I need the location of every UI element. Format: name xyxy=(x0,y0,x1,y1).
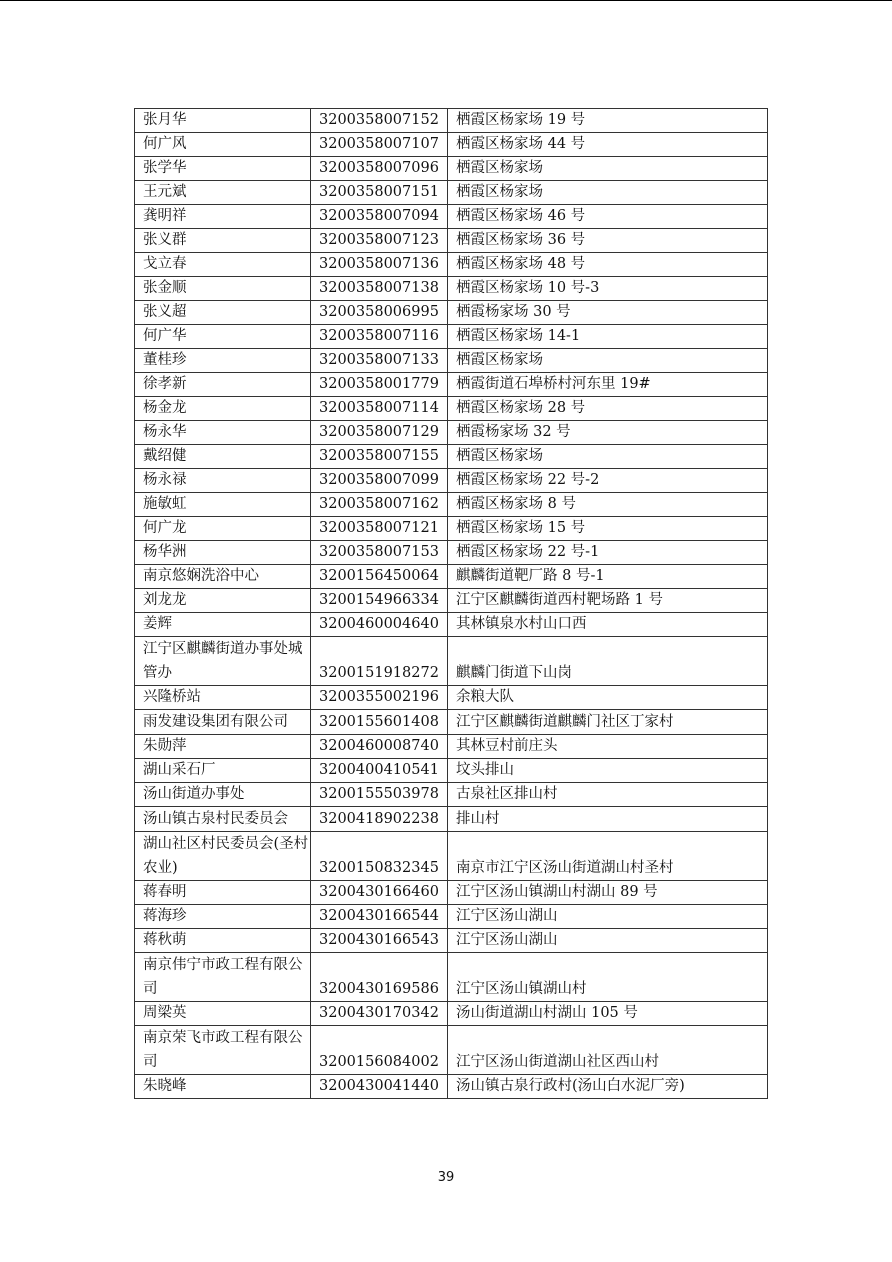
name-cell: 汤山街道办事处 xyxy=(135,783,311,807)
table-row xyxy=(135,325,768,349)
name-cell: 刘龙龙 xyxy=(135,589,311,613)
address-cell: 栖霞区杨家场 xyxy=(448,445,768,469)
table-row xyxy=(135,783,768,807)
address-cell: 排山村 xyxy=(448,807,768,832)
code-cell: 3200358006995 xyxy=(311,301,448,325)
name-cell: 周梁英 xyxy=(135,1002,311,1026)
address-cell: 栖霞区杨家场 22 号-1 xyxy=(448,541,768,565)
name-cell: 张学华 xyxy=(135,157,311,181)
code-cell: 3200400410541 xyxy=(311,759,448,783)
code-cell: 3200358007116 xyxy=(311,325,448,349)
table-row xyxy=(135,929,768,953)
table-row xyxy=(135,953,768,1002)
code-cell: 3200460004640 xyxy=(311,613,448,637)
table-row xyxy=(135,133,768,157)
name-cell: 杨华洲 xyxy=(135,541,311,565)
code-cell: 3200358007094 xyxy=(311,205,448,229)
address-cell: 栖霞区杨家场 8 号 xyxy=(448,493,768,517)
table-row xyxy=(135,205,768,229)
code-cell: 3200430041440 xyxy=(311,1075,448,1099)
name-cell: 何广风 xyxy=(135,133,311,157)
name-cell: 蒋秋萌 xyxy=(135,929,311,953)
name-cell: 龚明祥 xyxy=(135,205,311,229)
address-cell: 余粮大队 xyxy=(448,686,768,710)
name-cell: 何广龙 xyxy=(135,517,311,541)
table-row xyxy=(135,686,768,710)
name-cell: 蒋海珍 xyxy=(135,905,311,929)
table-row xyxy=(135,541,768,565)
name-cell: 何广华 xyxy=(135,325,311,349)
address-cell: 栖霞区杨家场 28 号 xyxy=(448,397,768,421)
table-row xyxy=(135,905,768,929)
code-cell: 3200430166543 xyxy=(311,929,448,953)
code-cell: 3200150832345 xyxy=(311,832,448,881)
address-cell: 栖霞区杨家场 xyxy=(448,157,768,181)
table-row xyxy=(135,1002,768,1026)
address-cell: 汤山街道湖山村湖山 105 号 xyxy=(448,1002,768,1026)
table-row xyxy=(135,832,768,881)
table-row xyxy=(135,493,768,517)
code-cell: 3200358007121 xyxy=(311,517,448,541)
address-cell: 栖霞区杨家场 xyxy=(448,181,768,205)
name-cell: 朱晓峰 xyxy=(135,1075,311,1099)
code-cell: 3200358007123 xyxy=(311,229,448,253)
code-cell: 3200460008740 xyxy=(311,735,448,759)
name-cell: 蒋春明 xyxy=(135,881,311,905)
table-row xyxy=(135,565,768,589)
address-cell: 栖霞街道石埠桥村河东里 19# xyxy=(448,373,768,397)
records-table-body xyxy=(135,109,768,1099)
table-row xyxy=(135,589,768,613)
code-cell: 3200355002196 xyxy=(311,686,448,710)
table-row xyxy=(135,373,768,397)
page-number: 39 xyxy=(437,1170,455,1185)
code-cell: 3200418902238 xyxy=(311,807,448,832)
table-row xyxy=(135,1075,768,1099)
name-cell: 施敏虹 xyxy=(135,493,311,517)
code-cell: 3200154966334 xyxy=(311,589,448,613)
code-cell: 3200358007096 xyxy=(311,157,448,181)
code-cell: 3200358001779 xyxy=(311,373,448,397)
code-cell: 3200358007153 xyxy=(311,541,448,565)
top-border-line xyxy=(0,0,892,1)
code-cell: 3200358007138 xyxy=(311,277,448,301)
address-cell: 江宁区汤山湖山 xyxy=(448,905,768,929)
address-cell: 栖霞区杨家场 46 号 xyxy=(448,205,768,229)
code-cell: 3200358007162 xyxy=(311,493,448,517)
name-cell: 南京荣飞市政工程有限公司 xyxy=(135,1026,311,1075)
name-cell: 张义群 xyxy=(135,229,311,253)
name-cell: 南京伟宁市政工程有限公司 xyxy=(135,953,311,1002)
address-cell: 汤山镇古泉行政村(汤山白水泥厂旁) xyxy=(448,1075,768,1099)
name-cell: 张义超 xyxy=(135,301,311,325)
address-cell: 其林豆村前庄头 xyxy=(448,735,768,759)
name-cell: 姜辉 xyxy=(135,613,311,637)
code-cell: 3200430170342 xyxy=(311,1002,448,1026)
code-cell: 3200358007133 xyxy=(311,349,448,373)
name-cell: 兴隆桥站 xyxy=(135,686,311,710)
code-cell: 3200358007155 xyxy=(311,445,448,469)
address-cell: 栖霞区杨家场 14-1 xyxy=(448,325,768,349)
address-cell: 栖霞区杨家场 44 号 xyxy=(448,133,768,157)
name-cell: 杨永华 xyxy=(135,421,311,445)
table-row xyxy=(135,517,768,541)
table-row xyxy=(135,1026,768,1075)
address-cell: 栖霞区杨家场 22 号-2 xyxy=(448,469,768,493)
address-cell: 江宁区麒麟街道麒麟门社区丁家村 xyxy=(448,710,768,735)
table-row xyxy=(135,759,768,783)
code-cell: 3200430166460 xyxy=(311,881,448,905)
code-cell: 3200358007114 xyxy=(311,397,448,421)
code-cell: 3200358007152 xyxy=(311,109,448,133)
table-row xyxy=(135,613,768,637)
name-cell: 杨金龙 xyxy=(135,397,311,421)
address-cell: 江宁区麒麟街道西村靶场路 1 号 xyxy=(448,589,768,613)
code-cell: 3200358007136 xyxy=(311,253,448,277)
name-cell: 杨永禄 xyxy=(135,469,311,493)
address-cell: 栖霞区杨家场 48 号 xyxy=(448,253,768,277)
name-cell: 江宁区麒麟街道办事处城管办 xyxy=(135,637,311,686)
name-cell: 湖山采石厂 xyxy=(135,759,311,783)
name-cell: 戈立春 xyxy=(135,253,311,277)
address-cell: 江宁区汤山街道湖山社区西山村 xyxy=(448,1026,768,1075)
table-row xyxy=(135,469,768,493)
table-row xyxy=(135,109,768,133)
name-cell: 南京悠娴洗浴中心 xyxy=(135,565,311,589)
table-row xyxy=(135,301,768,325)
name-cell: 戴绍健 xyxy=(135,445,311,469)
name-cell: 王元斌 xyxy=(135,181,311,205)
table-row xyxy=(135,637,768,686)
code-cell: 3200155601408 xyxy=(311,710,448,735)
table-row xyxy=(135,181,768,205)
code-cell: 3200151918272 xyxy=(311,637,448,686)
table-row xyxy=(135,253,768,277)
address-cell: 麒麟门街道下山岗 xyxy=(448,637,768,686)
table-row xyxy=(135,445,768,469)
address-cell: 麒麟街道靶厂路 8 号-1 xyxy=(448,565,768,589)
name-cell: 朱勋萍 xyxy=(135,735,311,759)
address-cell: 栖霞杨家场 32 号 xyxy=(448,421,768,445)
address-cell: 栖霞区杨家场 xyxy=(448,349,768,373)
table-row xyxy=(135,710,768,735)
table-row xyxy=(135,349,768,373)
name-cell: 湖山社区村民委员会(圣村农业) xyxy=(135,832,311,881)
table-row xyxy=(135,229,768,253)
address-cell: 栖霞区杨家场 10 号-3 xyxy=(448,277,768,301)
table-row xyxy=(135,735,768,759)
name-cell: 董桂珍 xyxy=(135,349,311,373)
table-row xyxy=(135,157,768,181)
table-row xyxy=(135,807,768,832)
address-cell: 栖霞杨家场 30 号 xyxy=(448,301,768,325)
address-cell: 栖霞区杨家场 19 号 xyxy=(448,109,768,133)
address-cell: 江宁区汤山湖山 xyxy=(448,929,768,953)
code-cell: 3200358007151 xyxy=(311,181,448,205)
records-table xyxy=(134,108,768,1099)
name-cell: 雨发建设集团有限公司 xyxy=(135,710,311,735)
code-cell: 3200430166544 xyxy=(311,905,448,929)
name-cell: 汤山镇古泉村民委员会 xyxy=(135,807,311,832)
table-row xyxy=(135,397,768,421)
code-cell: 3200156084002 xyxy=(311,1026,448,1075)
code-cell: 3200358007099 xyxy=(311,469,448,493)
table-row xyxy=(135,277,768,301)
address-cell: 栖霞区杨家场 36 号 xyxy=(448,229,768,253)
name-cell: 徐孝新 xyxy=(135,373,311,397)
code-cell: 3200358007129 xyxy=(311,421,448,445)
code-cell: 3200155503978 xyxy=(311,783,448,807)
code-cell: 3200156450064 xyxy=(311,565,448,589)
address-cell: 栖霞区杨家场 15 号 xyxy=(448,517,768,541)
address-cell: 南京市江宁区汤山街道湖山村圣村 xyxy=(448,832,768,881)
name-cell: 张月华 xyxy=(135,109,311,133)
code-cell: 3200358007107 xyxy=(311,133,448,157)
address-cell: 江宁区汤山镇湖山村 xyxy=(448,953,768,1002)
address-cell: 江宁区汤山镇湖山村湖山 89 号 xyxy=(448,881,768,905)
table-row xyxy=(135,421,768,445)
address-cell: 其林镇泉水村山口西 xyxy=(448,613,768,637)
address-cell: 坟头排山 xyxy=(448,759,768,783)
table-row xyxy=(135,881,768,905)
address-cell: 古泉社区排山村 xyxy=(448,783,768,807)
code-cell: 3200430169586 xyxy=(311,953,448,1002)
name-cell: 张金顺 xyxy=(135,277,311,301)
